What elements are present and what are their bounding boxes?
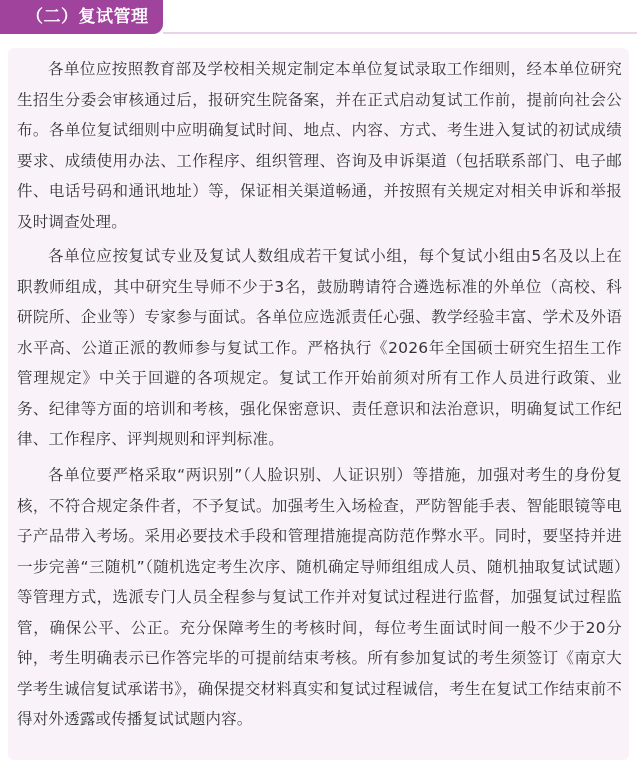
section-title: （二）复试管理 [26, 7, 149, 27]
section-header [0, 0, 637, 40]
paragraph-retest-groups: 各单位应按复试专业及复试人数组成若干复试小组，每个复试小组由5名及以上在职教师组成，其中研究生导师不少于3名，鼓励聘请符合遴选标准的外单位（高校、科研院所、企业等）专家参与面试。各单位应选派责任心强、教学经验丰富、学术及外语水平高、公道正派的教师参与复试工作。严格执行《2026年全国硕士研究生招生工作管理规定》中关于回避的各项规定。复试工作开始前须对所有工作人员进行政策、业务、纪律等方面的培训和考核，强化保密意识、责任意识和法治意识，明确复试工作纪律、工作程序、评判规则和评判标准。 [17, 247, 622, 448]
header-divider [163, 32, 637, 34]
paragraph-retest-identity-check: 各单位要严格采取“两识别”（人脸识别、人证识别）等措施，加强对考生的身份复核，不符合规定条件者，不予复试。加强考生入场检查，严防智能手表、智能眼镜等电子产品带入考场。采用必要技术手段和管理措施提高防范作弊水平。同时，要坚持并进一步完善“三随机”（随机选定考生次序、随机确定导师组组成人员、随机抽取复试试题）等管理方式，选派专门人员全程参与复试工作并对复试过程进行监督，加强复试过程监管，确保公平、公正。充分保障考生的考核时间，每位考生面试时间一般不少于20分钟，考生明确表示已作答完毕的可提前结束考核。所有参加复试的考生须签订《南京大学考生诚信复试承诺书》，确保提交材料真实和复试过程诚信，考生在复试工作结束前不得对外透露或传播复试试题内容。 [17, 466, 622, 728]
section-title-tab [0, 0, 163, 34]
paragraph-retest-rules: 各单位应按照教育部及学校相关规定制定本单位复试录取工作细则，经本单位研究生招生分委会审核通过后，报研究生院备案，并在正式启动复试工作前，提前向社会公布。各单位复试细则中应明确复试时间、地点、内容、方式、考生进入复试的初试成绩要求、成绩使用办法、工作程序、组织管理、咨询及申诉渠道（包括联系部门、电子邮件、电话号码和通讯地址）等，保证相关渠道畅通，并按照有关规定对相关申诉和举报及时调查处理。 [17, 60, 622, 231]
section-body [8, 48, 629, 760]
